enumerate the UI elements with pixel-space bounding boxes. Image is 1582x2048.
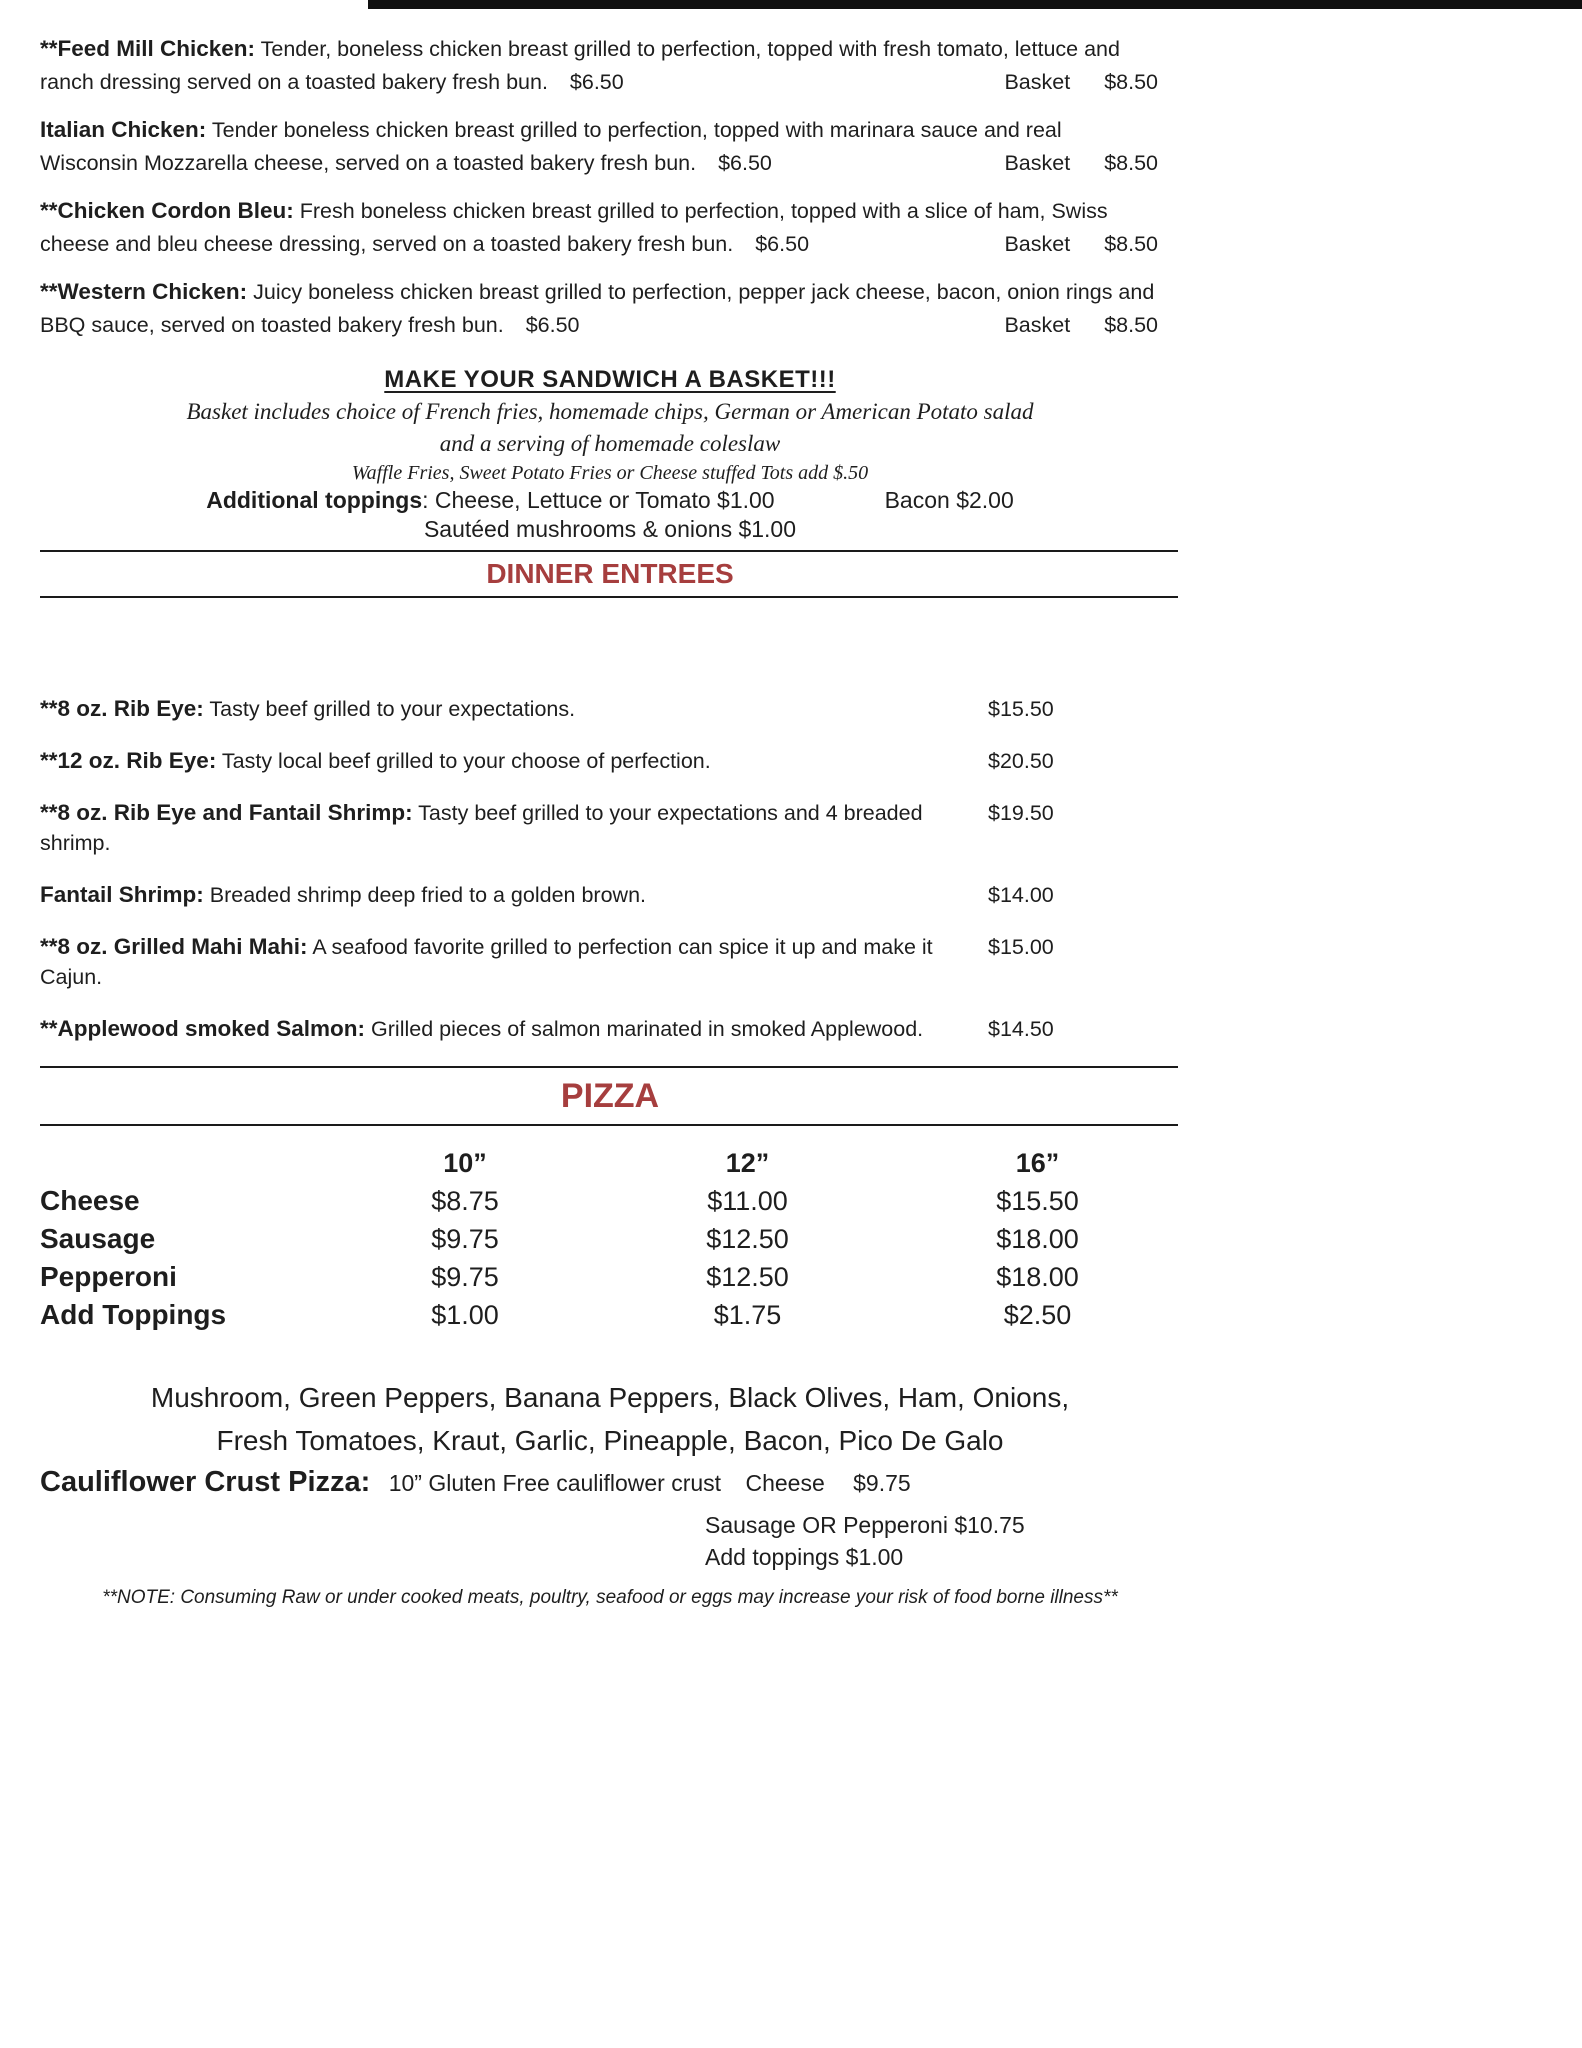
pizza-price-add-toppings-12: $1.75: [713, 1300, 782, 1330]
pizza-price-sausage-12: $12.50: [706, 1224, 789, 1254]
pizza-row-label-pepperoni: Pepperoni: [40, 1261, 177, 1292]
basket-price-group: [1004, 66, 1158, 99]
pizza-toppings-line2: Fresh Tomatoes, Kraut, Garlic, Pineapple, Bacon, Pico De Galo: [216, 1425, 1004, 1456]
item-price: $6.50: [569, 70, 624, 94]
pizza-toppings-line1: Mushroom, Green Peppers, Banana Peppers, Black Olives, Ham, Onions,: [150, 1382, 1070, 1413]
item-price: $6.50: [718, 151, 772, 175]
item-description: Tasty beef grilled to your expectations and 4 breaded shrimp.: [40, 801, 923, 855]
item-price: $15.50: [988, 697, 1054, 721]
basket-promo-line1: Basket includes choice of French fries, homemade chips, German or American Potato salad: [186, 399, 1034, 424]
pizza-price-pepperoni-10: $9.75: [431, 1262, 499, 1292]
menu-item-12oz-rib-eye: [40, 746, 1180, 776]
menu-item-grilled-mahi-mahi: [40, 932, 1180, 992]
item-description: Tasty beef grilled to your expectations.: [209, 697, 576, 721]
item-name: **Applewood smoked Salmon:: [40, 1016, 366, 1041]
pizza-size-header-12in: 12”: [725, 1148, 770, 1178]
pizza-size-header-16in: 16”: [1015, 1148, 1060, 1178]
item-description: Tender boneless chicken breast grilled to perfection, topped with marinara sauce and real Wisconsin Mozzarella cheese, served on a toasted bakery fresh bun.: [40, 118, 1062, 175]
cauliflower-add-toppings-option: Add toppings $1.00: [705, 1544, 904, 1570]
food-safety-note: **NOTE: Consuming Raw or under cooked meats, poultry, seafood or eggs may increase your risk of food borne illness**: [102, 1587, 1118, 1608]
menu-item-cauliflower-crust-pizza: [40, 1462, 1180, 1503]
basket-promo-line2: and a serving of homemade coleslaw: [439, 431, 781, 456]
menu-item-chicken-cordon-bleu: [40, 194, 1158, 261]
basket-price-group: [1004, 228, 1158, 261]
pizza-table-corner: [40, 1144, 370, 1182]
pizza-price-cheese-12: $11.00: [707, 1186, 788, 1216]
pizza-row-label-sausage: Sausage: [40, 1223, 156, 1254]
menu-item-8oz-rib-eye: [40, 694, 1180, 724]
item-price: $14.50: [988, 1017, 1054, 1041]
basket-label: Basket: [1004, 70, 1071, 94]
pizza-toppings-list: [40, 1376, 1180, 1462]
basket-price: $8.50: [1104, 151, 1158, 175]
divider: [40, 1066, 1178, 1068]
item-price: $15.00: [988, 935, 1054, 959]
item-name: **Chicken Cordon Bleu:: [40, 198, 294, 223]
pizza-price-add-toppings-16: $2.50: [1003, 1300, 1072, 1330]
item-text: [40, 798, 988, 858]
pizza-size-header-10in: 10”: [443, 1148, 487, 1178]
pizza-price-sausage-16: $18.00: [996, 1224, 1079, 1254]
basket-promo-title: MAKE YOUR SANDWICH A BASKET!!!: [384, 366, 836, 393]
pizza-price-cheese-10: $8.75: [431, 1186, 499, 1216]
menu-item-western-chicken: [40, 275, 1158, 342]
item-price: $6.50: [525, 313, 580, 337]
basket-label: Basket: [1004, 151, 1071, 175]
pizza-price-pepperoni-16: $18.00: [996, 1262, 1079, 1292]
cauliflower-sausage-option: Sausage OR Pepperoni $10.75: [705, 1512, 1025, 1538]
item-name: Cauliflower Crust Pizza:: [40, 1466, 371, 1498]
item-price: $20.50: [988, 749, 1054, 773]
pizza-section: [40, 1144, 1180, 1573]
item-text: [40, 746, 988, 776]
item-name: **12 oz. Rib Eye:: [40, 748, 217, 773]
item-description: 10” Gluten Free cauliflower crust: [388, 1470, 722, 1496]
menu-item-applewood-smoked-salmon: [40, 1014, 1180, 1044]
item-name: **Western Chicken:: [40, 279, 248, 304]
item-name: **Feed Mill Chicken:: [40, 36, 256, 61]
dinner-entrees-header: DINNER ENTREES: [486, 558, 734, 589]
basket-price: $8.50: [1104, 70, 1158, 94]
item-description: Grilled pieces of salmon marinated in smoked Applewood.: [371, 1017, 924, 1041]
bacon-price-text: Bacon $2.00: [884, 487, 1014, 513]
pizza-price-sausage-10: $9.75: [431, 1224, 499, 1254]
basket-price-group: [1004, 309, 1158, 342]
pizza-row-label-cheese: Cheese: [40, 1185, 140, 1216]
item-description: Tasty local beef grilled to your choose of perfection.: [221, 749, 711, 773]
pizza-price-table: [40, 1144, 1180, 1334]
divider: [40, 596, 1178, 598]
menu-item-italian-chicken: [40, 113, 1158, 180]
item-name: **8 oz. Rib Eye and Fantail Shrimp:: [40, 800, 413, 825]
item-price: $14.00: [988, 883, 1054, 907]
pizza-row-label-add-toppings: Add Toppings: [40, 1299, 227, 1330]
dinner-entrees-section: [40, 694, 1180, 1044]
item-description: Fresh boneless chicken breast grilled to perfection, topped with a slice of ham, Swiss cheese and bleu cheese dressing, served on a toasted bakery fresh bun.: [40, 199, 1108, 256]
item-description: Tender, boneless chicken breast grilled to perfection, topped with fresh tomato, lettuce and ranch dressing served on a toasted bakery fresh bun.: [40, 37, 1120, 94]
menu-content: [40, 0, 1180, 1611]
item-text: [40, 694, 988, 724]
item-price: $6.50: [755, 232, 810, 256]
pizza-price-add-toppings-10: $1.00: [431, 1300, 499, 1330]
item-text: [40, 880, 988, 910]
item-text: [40, 932, 988, 992]
item-price: $19.50: [988, 801, 1054, 825]
menu-item-rib-eye-fantail-shrimp: [40, 798, 1180, 858]
item-description: A seafood favorite grilled to perfection can spice it up and make it Cajun.: [40, 935, 933, 989]
pizza-section-header: PIZZA: [560, 1077, 660, 1115]
pizza-price-pepperoni-12: $12.50: [706, 1262, 789, 1292]
additional-toppings-line: [40, 486, 1180, 515]
item-name: Fantail Shrimp:: [40, 882, 204, 907]
basket-price-group: [1004, 147, 1158, 180]
basket-price: $8.50: [1104, 313, 1158, 337]
chicken-sandwich-section: [40, 32, 1180, 342]
basket-promo-line3: Waffle Fries, Sweet Potato Fries or Cheese stuffed Tots add $.50: [351, 462, 869, 484]
menu-item-feed-mill-chicken: [40, 32, 1158, 99]
item-name: **8 oz. Rib Eye:: [40, 696, 204, 721]
item-text: [40, 1014, 988, 1044]
basket-label: Basket: [1004, 313, 1071, 337]
menu-item-fantail-shrimp: [40, 880, 1180, 910]
item-name: **8 oz. Grilled Mahi Mahi:: [40, 934, 308, 959]
basket-promo-section: [40, 364, 1180, 544]
item-name: Italian Chicken:: [40, 117, 207, 142]
item-description: Juicy boneless chicken breast grilled to perfection, pepper jack cheese, bacon, onion rings and BBQ sauce, served on toasted bakery fresh bun.: [40, 280, 1155, 337]
additional-toppings-text: : Cheese, Lettuce or Tomato $1.00: [422, 487, 775, 513]
divider: [40, 1124, 1178, 1126]
basket-label: Basket: [1004, 232, 1071, 256]
pizza-price-cheese-16: $15.50: [996, 1186, 1079, 1216]
cauliflower-cheese-label: Cheese: [745, 1470, 825, 1496]
additional-toppings-label: Additional toppings: [206, 487, 423, 513]
sauteed-mushrooms-line: Sautéed mushrooms & onions $1.00: [423, 516, 797, 542]
divider: [40, 550, 1178, 552]
cauliflower-cheese-price: $9.75: [853, 1470, 911, 1496]
basket-price: $8.50: [1104, 232, 1158, 256]
item-description: Breaded shrimp deep fried to a golden brown.: [209, 883, 646, 907]
